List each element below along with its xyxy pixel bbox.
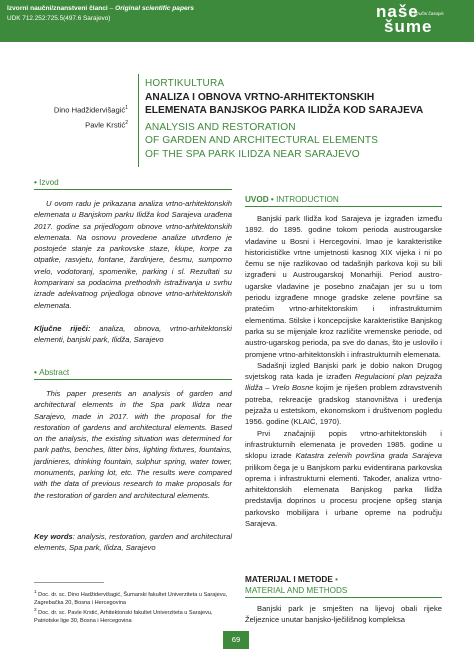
uvod-text bbox=[245, 213, 442, 529]
footnote-2: $^2$ Doc. dr. sc. Pavle Krstić, Arhitektonski fakultet Univerziteta u Sarajevu, Patriotske lige 30, Bosna i Hercegovina bbox=[34, 607, 213, 625]
abstract-heading: • Abstract bbox=[34, 368, 70, 377]
author-1: Dino Hadžidervišagić$^1$ bbox=[53, 105, 128, 115]
footnote-rule bbox=[34, 582, 104, 583]
izvod-rule bbox=[34, 189, 232, 190]
article-category: HORTIKULTURA bbox=[145, 78, 225, 89]
izvod-keywords: Ključne riječi: analiza, obnova, vrtno-arhitektonski elementi, banjski park, Ilidža, Sarajevo bbox=[34, 324, 232, 345]
materijal-text: Banjski park je smješten na lijevoj obali rijeke Željeznice unutar banjsko-lječilišnog kompleksa bbox=[245, 604, 442, 625]
uvod-rule bbox=[245, 206, 442, 207]
journal-series-label: Izvorni naučni/znanstveni članci – Original scientific papers bbox=[7, 5, 194, 12]
uvod-heading: UVOD • INTRODUCTION bbox=[245, 195, 339, 204]
author-2: Pavle Krstić$^2$ bbox=[85, 119, 128, 130]
uvod-paragraph-2: Sadašnji izgled Banjski park je dobio nakon Drugog svjetskog rata kada je izrađen Regulacioni plan pejzaža Ilidža – Vrelo Bosne kojim je riješen problem zdravstvenih potreba, rekreacije gradskog stanovništva i uređenja pejzaža u estetskom, ekonomskom i društvenom pogledu 1956. godine (KLAIĆ, 1970). bbox=[245, 360, 442, 427]
materijal-heading: MATERIJAL I METODE • MATERIAL AND METHODS bbox=[245, 575, 348, 595]
uvod-paragraph-3: Prvi značajniji popis vrtno-arhitektonskih i infrastrukturnih elemenata je proveden 1985. godine u sklopu izrade Katastra zelenih površina grada Sarajeva prilikom čega je u Banjskom parku evidentirana parkovska oprema i infrastrukturni elementi. Također, analiza vrtno-arhitektonskih elemenata Banjskog parka Ilidža predstavlja doprinos u procesu procjene opšeg stanja parkovsko mobilijara i urbane opreme na području Sarajeva. bbox=[245, 428, 442, 529]
authors-block bbox=[6, 102, 128, 131]
izvod-heading: • Izvod bbox=[34, 178, 59, 187]
izvod-text: U ovom radu je prikazana analiza vrtno-arhitektonskih elemenata u Banjskom parku Ilidža kod Sarajeva urađena 2017. godine sa prijedlogom obnove vrtno-arhitektonskih elemenata. Na osnovu provedene analize utvrđeno je postojeće stanje za parkovske staze, klupe, korpe za otpatke, rasvjetu, fontane, žardinjere, česmu, sumporno vrelo, vodotoranj, spomenike, parking i sl. Rezultati su komparirani sa podacima prethodnih istraživanja u svrhu izrade adekvatnog prijedloga obnove vrtno-arhitektonskih elemenata. bbox=[34, 199, 232, 310]
abstract-keywords: Key words: analysis, restoration, garden and architectural elements, Spa park, Ilidza, Sarajevo bbox=[34, 532, 233, 553]
title-divider bbox=[138, 74, 139, 167]
abstract-rule bbox=[34, 379, 232, 380]
article-title-bs: ANALIZA I OBNOVA VRTNO-ARHITEKTONSKIH ELEMENATA BANJSKOG PARKA ILIDŽA KOD SARAJEVA bbox=[145, 92, 424, 117]
journal-logo: naše stručni časopis šume bbox=[376, 2, 444, 36]
udk-code: UDK 712.252:725.5(497.6 Sarajevo) bbox=[7, 15, 111, 22]
uvod-paragraph-1: Banjski park Ilidža kod Sarajeva je izgrađen između 1892. do 1895. godine tokom perioda austrougarske vladavine u Bosni i Hercegovini. Imao je karakteristike historicističke vrtne umjetnosti kasnog XIX vijeka i ni po čemu se nije razlikovao od tadašnjih parkova koji su bili izgrađeni u Austrougarskoj Monarhiji. Period austro-ugarske vladavine je posebno značajan jer su u tom periodu izgrađene mnoge gradske zelene površine sa pratećim vrtno-arhitektonskim i infrastrukturnim elementima. Stilske i koncepcijske karakteristike Banjskog parka su se mijenjale kroz različite vremenske periode, od austro-ugarskog perioda, pa sve do danas, što je uslovilo i promjene vrtno-arhitektonskih i infrastrukturnih elemenata. bbox=[245, 214, 442, 359]
page-number: 69 bbox=[223, 631, 249, 649]
footnote-1: $^1$ Doc. dr. sc. Dino Hadžidervišagić, Šumarski fakultet Univerziteta u Sarajevu, Zagrebačka 20, Bosna i Hercegovina bbox=[34, 589, 228, 607]
abstract-text: This paper presents an analysis of garden and architectural elements in the Spa park Ilidza near Sarajevo, made in 2017. with the proposal for the restoration of gardens and architectural elements. Based on the analysis, the existing situation was determined for park paths, benches, litter bins, lighting fixtures, fountains, jardinieres, drinking fountain, sulphur spring, water tower, monuments, parking lot, etc. The results were compared with the data of previous research to make proposals for the restoration of garden and architectural elements. bbox=[34, 389, 232, 500]
article-title-en: ANALYSIS AND RESTORATION OF GARDEN AND ARCHITECTURAL ELEMENTS OF THE SPA PARK ILIDZA NEAR SARAJEVO bbox=[145, 122, 379, 160]
materijal-rule bbox=[245, 597, 442, 598]
